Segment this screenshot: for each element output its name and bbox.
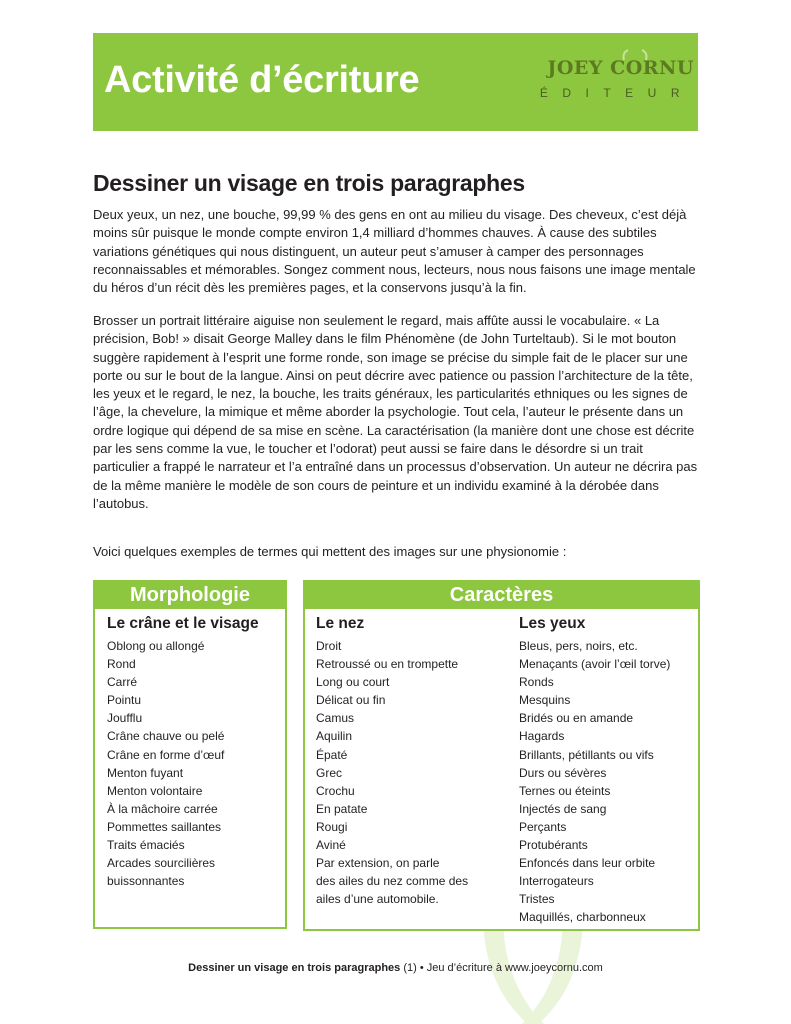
list-item: Perçants [519,819,567,834]
list-item: Menton fuyant [107,765,184,780]
list-item: Crâne en forme d’œuf [107,747,225,762]
skull-face-list [107,637,259,890]
nose-column [316,615,468,908]
list-item: Délicat ou fin [316,693,386,708]
list-item: Carré [107,675,138,690]
list-item: Grec [316,765,343,780]
morphologie-box [93,580,287,929]
footer-title: Dessiner un visage en trois paragraphes [188,962,401,974]
list-item: Enfoncés dans leur orbite [519,856,656,871]
footer-part: (1) [403,962,417,974]
logo-name: JOEY CORNU [547,57,694,79]
eyes-subheading: Les yeux [519,615,586,632]
list-item: Camus [316,711,355,726]
list-item: Épaté [316,747,348,762]
intro-paragraph: Deux yeux, un nez, une bouche, 99,99 % des gens en ont au milieu du visage. Des cheveux, c’est déjà moins sûr puisque le monde compte environ 1,4 milliard d’hommes chauves. À cause des subtiles variations génétiques qui nous distinguent, un auteur peut s’amuser à camper des personnages reconnaissables et mémorables. Songez comment nous, lecteurs, nous nous faisons une image mentale du héros d’un récit dès les premières pages, et la conservons jusqu’à la fin. [93,207,696,296]
list-item: Brillants, pétillants ou vifs [519,747,654,762]
examples-intro: Voici quelques exemples de termes qui mettent des images sur une physionomie : [93,544,567,559]
list-item: Joufflu [107,711,143,726]
list-item: buissonnantes [107,874,185,889]
list-item: Menton volontaire [107,783,203,798]
list-item: Injectés de sang [519,801,607,816]
list-item: Pointu [107,693,142,708]
list-item: Crâne chauve ou pelé [107,729,225,744]
list-item: Crochu [316,783,355,798]
page-title: Activité d’écriture [104,59,420,101]
list-item: Mesquins [519,693,571,708]
skull-face-subheading: Le crâne et le visage [107,615,259,632]
list-item: Oblong ou allongé [107,639,205,653]
caracteres-box [303,580,700,931]
list-item: Long ou court [316,675,390,690]
skull-face-column [107,615,259,890]
list-item: Rond [107,657,136,672]
list-item: Arcades sourcilières [107,856,216,871]
footer-link-text: • Jeu d’écriture à www.joeycornu.com [416,962,603,974]
list-item: Droit [316,639,342,653]
list-item: Retroussé ou en trompette [316,657,459,672]
list-item: ailes d’une automobile. [316,892,439,907]
list-item: Aquilin [316,729,353,744]
page-footer [0,962,791,974]
list-item: des ailes du nez comme des [316,874,469,889]
publisher-logo [534,49,694,113]
portrait-paragraph: Brosser un portrait littéraire aiguise non seulement le regard, mais affûte aussi le vocabulaire. « La précision, Bob! » disait George Malley dans le film Phénomène (de John Turteltaub). Si le mot bouton suggère rapidement à l’esprit une forme ronde, son image se précise du simple fait de le placer sur une porte ou sur le bout de la langue. Ainsi on peut décrire avec patience ou passion l’architecture de la tête, les yeux et le regard, le nez, la bouche, les traits généraux, les particularités ethniques ou les signes de l’âge, la chevelure, la mimique et même aborder la psychologie. Tout cela, l’auteur le présente dans un ordre logique qui dépend de sa mise en scène. La caractérisation (la manière dont une chose est décrite par les sens comme la vue, le toucher et l’odorat) peut aussi se faire dans le désordre si un trait particulier a frappé le narrateur et l’a entraîné dans un processus d’observation. Un auteur ne décrira pas de la même manière le modèle de son cours de peinture et un individu examiné à la dérobée dans l’autobus. [93,313,698,511]
nose-subheading: Le nez [316,615,365,632]
list-item: En patate [316,801,368,816]
list-item: Tristes [519,892,555,907]
list-item: Interrogateurs [519,874,594,889]
list-item: Bridés ou en amande [519,711,634,726]
list-item: Aviné [316,838,346,853]
eyes-column [519,615,670,927]
header-band [93,33,698,131]
list-item: Durs ou sévères [519,765,607,780]
list-item: Bleus, pers, noirs, etc. [519,639,638,653]
caracteres-heading: Caractères [305,582,698,609]
list-item: Protubérants [519,838,588,853]
logo-subtitle: ÉDITEUR [539,86,694,100]
list-item: Par extension, on parle [316,856,440,871]
list-item: Maquillés, charbonneux [519,910,646,925]
list-item: Ronds [519,675,554,690]
morphologie-heading: Morphologie [95,582,285,609]
list-item: Pommettes saillantes [107,819,222,834]
list-item: Traits émaciés [107,838,185,853]
nose-list [316,637,468,908]
list-item: Rougi [316,819,348,834]
list-item: Menaçants (avoir l’œil torve) [519,657,671,672]
article-title: Dessiner un visage en trois paragraphes [93,170,525,196]
list-item: À la mâchoire carrée [107,801,218,816]
list-item: Hagards [519,729,565,744]
eyes-list [519,637,670,927]
list-item: Ternes ou éteints [519,783,611,798]
